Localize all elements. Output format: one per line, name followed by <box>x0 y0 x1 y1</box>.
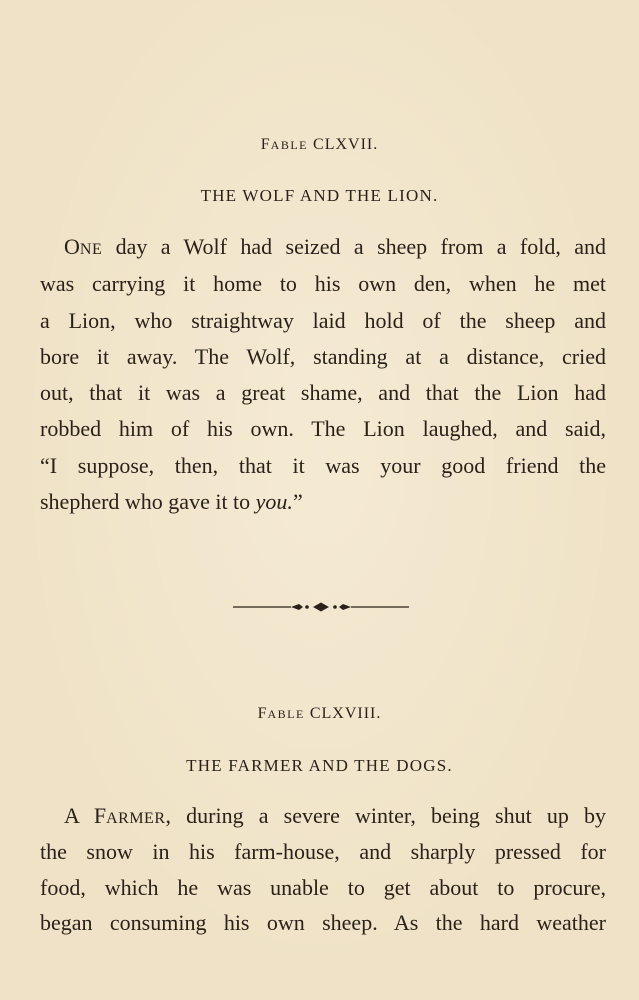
text-line: bore it away. The Wolf, standing at a distance, cried <box>40 344 606 369</box>
text-line: “I suppose, then, that it was your good friend the <box>40 453 606 478</box>
text-line: ONE day a Wolf had seized a sheep from a fold, and <box>64 234 606 259</box>
text-line: out, that it was a great shame, and that the Lion had <box>40 380 606 405</box>
text-line: was carrying it home to his own den, when he met <box>40 271 606 296</box>
drop-word: FARMER <box>93 803 166 828</box>
text-line: food, which he was unable to get about to procure, <box>40 875 606 900</box>
fable-title: THE WOLF AND THE LION. <box>200 186 439 205</box>
text-line: robbed him of his own. The Lion laughed, and said, <box>40 416 606 441</box>
text-line: a Lion, who straightway laid hold of the sheep and <box>40 308 606 333</box>
fable-number-heading: FABLE CLXVIII. <box>257 705 382 722</box>
text-line: the snow in his farm-house, and sharply pressed for <box>40 839 606 864</box>
fable-number-heading: FABLE CLXVII. <box>260 136 379 153</box>
text-line: began consuming his own sheep. As the hard weather <box>40 910 606 935</box>
ornament-divider <box>233 600 409 614</box>
text-line: A FARMER, during a severe winter, being shut up by <box>64 803 606 828</box>
drop-word: ONE <box>64 234 103 259</box>
text-line: shepherd who gave it to you.” <box>40 489 303 514</box>
fable-title: THE FARMER AND THE DOGS. <box>186 756 453 775</box>
